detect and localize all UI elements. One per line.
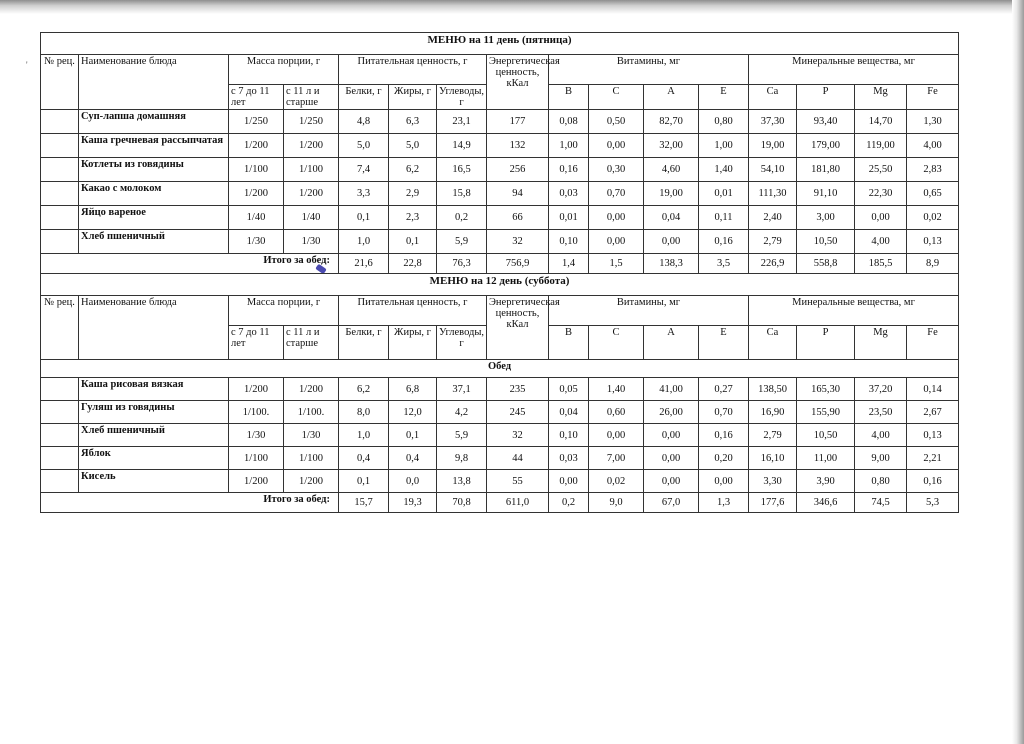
header-fat: Жиры, г xyxy=(389,326,437,360)
cell-vit-c: 0,00 xyxy=(589,134,644,158)
total-carbs: 76,3 xyxy=(437,254,487,274)
header-vit-a: A xyxy=(644,326,699,360)
cell-fat: 12,0 xyxy=(389,401,437,424)
cell-vit-b: 0,00 xyxy=(549,470,589,493)
cell-rec-no xyxy=(41,470,79,493)
cell-energy: 66 xyxy=(487,206,549,230)
cell-vit-a: 0,00 xyxy=(644,230,699,254)
cell-vit-b: 0,04 xyxy=(549,401,589,424)
cell-fe: 2,21 xyxy=(907,447,959,470)
cell-carbs: 0,2 xyxy=(437,206,487,230)
table-row xyxy=(41,401,959,424)
cell-vit-a: 41,00 xyxy=(644,378,699,401)
cell-fat: 2,3 xyxy=(389,206,437,230)
total-vit-e: 3,5 xyxy=(699,254,749,274)
cell-vit-e: 0,27 xyxy=(699,378,749,401)
cell-vit-b: 0,03 xyxy=(549,182,589,206)
table-row xyxy=(41,110,959,134)
header-p: P xyxy=(797,85,855,110)
total-vit-a: 67,0 xyxy=(644,493,699,513)
header-vit-b: B xyxy=(549,85,589,110)
cell-vit-e: 0,01 xyxy=(699,182,749,206)
header-vit-c: C xyxy=(589,326,644,360)
header-dish: Наименование блюда xyxy=(79,55,229,110)
portion-11-plus: 1/100 xyxy=(284,158,339,182)
header-nutrition: Питательная ценность, г xyxy=(339,55,487,85)
total-label: Итого за обед: xyxy=(41,493,339,513)
cell-rec-no xyxy=(41,401,79,424)
cell-fat: 2,9 xyxy=(389,182,437,206)
total-vit-e: 1,3 xyxy=(699,493,749,513)
cell-p: 91,10 xyxy=(797,182,855,206)
cell-carbs: 9,8 xyxy=(437,447,487,470)
cell-fe: 0,02 xyxy=(907,206,959,230)
header-protein: Белки, г xyxy=(339,85,389,110)
cell-energy: 44 xyxy=(487,447,549,470)
cell-fat: 0,4 xyxy=(389,447,437,470)
total-protein: 21,6 xyxy=(339,254,389,274)
cell-ca: 138,50 xyxy=(749,378,797,401)
header-nutrition: Питательная ценность, г xyxy=(339,296,487,326)
total-fe: 8,9 xyxy=(907,254,959,274)
cell-vit-a: 0,04 xyxy=(644,206,699,230)
cell-vit-a: 19,00 xyxy=(644,182,699,206)
dish-name: Кисель xyxy=(79,470,229,493)
cell-vit-b: 1,00 xyxy=(549,134,589,158)
header-rec-no: № рец. xyxy=(41,296,79,360)
portion-11-plus: 1/250 xyxy=(284,110,339,134)
cell-vit-c: 0,00 xyxy=(589,424,644,447)
header-minerals: Минеральные вещества, мг xyxy=(749,55,959,85)
header-carbs: Углеводы, г xyxy=(437,326,487,360)
portion-11-plus: 1/200 xyxy=(284,134,339,158)
total-mg: 74,5 xyxy=(855,493,907,513)
cell-fat: 6,2 xyxy=(389,158,437,182)
cell-rec-no xyxy=(41,158,79,182)
cell-carbs: 4,2 xyxy=(437,401,487,424)
header-fe: Fe xyxy=(907,85,959,110)
header-vitamins: Витамины, мг xyxy=(549,296,749,326)
header-vit-b: B xyxy=(549,326,589,360)
cell-ca: 2,79 xyxy=(749,230,797,254)
cell-p: 93,40 xyxy=(797,110,855,134)
portion-7-11: 1/100. xyxy=(229,401,284,424)
table-row xyxy=(41,378,959,401)
cell-vit-a: 0,00 xyxy=(644,424,699,447)
cell-protein: 8,0 xyxy=(339,401,389,424)
cell-vit-e: 0,11 xyxy=(699,206,749,230)
cell-fe: 0,16 xyxy=(907,470,959,493)
header-portion: Масса порции, г xyxy=(229,296,339,326)
cell-p: 165,30 xyxy=(797,378,855,401)
cell-rec-no xyxy=(41,230,79,254)
cell-fat: 0,1 xyxy=(389,424,437,447)
header-vit-a: A xyxy=(644,85,699,110)
cell-fe: 0,14 xyxy=(907,378,959,401)
cell-vit-e: 0,70 xyxy=(699,401,749,424)
menu-table-day-11 xyxy=(40,32,959,513)
cell-ca: 16,90 xyxy=(749,401,797,424)
header-mg: Mg xyxy=(855,326,907,360)
total-protein: 15,7 xyxy=(339,493,389,513)
total-vit-b: 0,2 xyxy=(549,493,589,513)
cell-vit-b: 0,10 xyxy=(549,230,589,254)
cell-mg: 0,00 xyxy=(855,206,907,230)
header-carbs: Углеводы, г xyxy=(437,85,487,110)
dish-name: Хлеб пшеничный xyxy=(79,424,229,447)
cell-mg: 9,00 xyxy=(855,447,907,470)
cell-vit-a: 82,70 xyxy=(644,110,699,134)
portion-11-plus: 1/200 xyxy=(284,378,339,401)
cell-vit-b: 0,10 xyxy=(549,424,589,447)
dish-name: Каша рисовая вязкая xyxy=(79,378,229,401)
total-energy: 611,0 xyxy=(487,493,549,513)
portion-11-plus: 1/30 xyxy=(284,230,339,254)
cell-vit-c: 0,70 xyxy=(589,182,644,206)
portion-7-11: 1/200 xyxy=(229,134,284,158)
cell-carbs: 5,9 xyxy=(437,424,487,447)
cell-vit-e: 0,16 xyxy=(699,230,749,254)
scan-edge-right xyxy=(1012,0,1024,744)
cell-mg: 14,70 xyxy=(855,110,907,134)
table-row xyxy=(41,447,959,470)
cell-fat: 6,3 xyxy=(389,110,437,134)
cell-ca: 19,00 xyxy=(749,134,797,158)
total-vit-c: 9,0 xyxy=(589,493,644,513)
cell-vit-e: 1,00 xyxy=(699,134,749,158)
total-ca: 177,6 xyxy=(749,493,797,513)
cell-carbs: 15,8 xyxy=(437,182,487,206)
cell-fe: 0,65 xyxy=(907,182,959,206)
table-row xyxy=(41,424,959,447)
cell-mg: 4,00 xyxy=(855,230,907,254)
cell-vit-b: 0,03 xyxy=(549,447,589,470)
cell-rec-no xyxy=(41,182,79,206)
cell-ca: 16,10 xyxy=(749,447,797,470)
total-fat: 22,8 xyxy=(389,254,437,274)
cell-carbs: 16,5 xyxy=(437,158,487,182)
cell-vit-c: 0,02 xyxy=(589,470,644,493)
cell-carbs: 23,1 xyxy=(437,110,487,134)
cell-energy: 256 xyxy=(487,158,549,182)
document-sheet xyxy=(40,32,958,513)
portion-7-11: 1/40 xyxy=(229,206,284,230)
header-protein: Белки, г xyxy=(339,326,389,360)
header-fe: Fe xyxy=(907,326,959,360)
total-label: Итого за обед: xyxy=(41,254,339,274)
total-fat: 19,3 xyxy=(389,493,437,513)
total-p: 346,6 xyxy=(797,493,855,513)
cell-vit-e: 0,80 xyxy=(699,110,749,134)
portion-11-plus: 1/100. xyxy=(284,401,339,424)
total-ca: 226,9 xyxy=(749,254,797,274)
total-row xyxy=(41,493,959,513)
header-p: P xyxy=(797,326,855,360)
margin-mark: ' xyxy=(26,60,28,70)
portion-7-11: 1/30 xyxy=(229,230,284,254)
cell-p: 11,00 xyxy=(797,447,855,470)
menu-title: МЕНЮ на 11 день (пятница) xyxy=(41,33,959,55)
cell-p: 181,80 xyxy=(797,158,855,182)
cell-protein: 0,1 xyxy=(339,470,389,493)
cell-energy: 55 xyxy=(487,470,549,493)
header-portion-11-plus: с 11 л и старше xyxy=(284,85,339,110)
cell-fe: 1,30 xyxy=(907,110,959,134)
cell-p: 155,90 xyxy=(797,401,855,424)
cell-protein: 1,0 xyxy=(339,230,389,254)
cell-rec-no xyxy=(41,447,79,470)
cell-protein: 1,0 xyxy=(339,424,389,447)
portion-11-plus: 1/30 xyxy=(284,424,339,447)
header-dish: Наименование блюда xyxy=(79,296,229,360)
header-portion: Масса порции, г xyxy=(229,55,339,85)
cell-mg: 0,80 xyxy=(855,470,907,493)
menu-title: МЕНЮ на 12 день (суббота) xyxy=(41,274,959,296)
cell-vit-c: 0,30 xyxy=(589,158,644,182)
total-mg: 185,5 xyxy=(855,254,907,274)
total-vit-b: 1,4 xyxy=(549,254,589,274)
scan-edge-top xyxy=(0,0,1024,14)
total-row xyxy=(41,254,959,274)
table-row xyxy=(41,230,959,254)
cell-vit-c: 0,60 xyxy=(589,401,644,424)
cell-protein: 4,8 xyxy=(339,110,389,134)
cell-fe: 2,83 xyxy=(907,158,959,182)
total-vit-c: 1,5 xyxy=(589,254,644,274)
dish-name: Яйцо вареное xyxy=(79,206,229,230)
cell-mg: 119,00 xyxy=(855,134,907,158)
header-ca: Ca xyxy=(749,326,797,360)
cell-mg: 37,20 xyxy=(855,378,907,401)
cell-energy: 94 xyxy=(487,182,549,206)
total-carbs: 70,8 xyxy=(437,493,487,513)
cell-vit-c: 7,00 xyxy=(589,447,644,470)
header-minerals: Минеральные вещества, мг xyxy=(749,296,959,326)
header-portion-7-11: с 7 до 11 лет xyxy=(229,326,284,360)
cell-p: 10,50 xyxy=(797,424,855,447)
header-vit-e: E xyxy=(699,326,749,360)
cell-protein: 6,2 xyxy=(339,378,389,401)
portion-7-11: 1/200 xyxy=(229,378,284,401)
cell-fat: 6,8 xyxy=(389,378,437,401)
cell-fe: 0,13 xyxy=(907,424,959,447)
cell-rec-no xyxy=(41,378,79,401)
total-fe: 5,3 xyxy=(907,493,959,513)
cell-fat: 0,0 xyxy=(389,470,437,493)
cell-vit-a: 0,00 xyxy=(644,470,699,493)
cell-fe: 4,00 xyxy=(907,134,959,158)
cell-energy: 32 xyxy=(487,230,549,254)
cell-ca: 2,40 xyxy=(749,206,797,230)
header-ca: Ca xyxy=(749,85,797,110)
dish-name: Гуляш из говядины xyxy=(79,401,229,424)
header-portion-11-plus: с 11 л и старше xyxy=(284,326,339,360)
cell-mg: 25,50 xyxy=(855,158,907,182)
cell-energy: 132 xyxy=(487,134,549,158)
cell-protein: 0,1 xyxy=(339,206,389,230)
section-lunch: Обед xyxy=(41,360,959,378)
cell-protein: 7,4 xyxy=(339,158,389,182)
cell-fe: 2,67 xyxy=(907,401,959,424)
header-energy: Энергетическая ценность, кКал xyxy=(487,296,549,360)
cell-carbs: 13,8 xyxy=(437,470,487,493)
cell-vit-e: 1,40 xyxy=(699,158,749,182)
table-row xyxy=(41,182,959,206)
header-energy: Энергетическая ценность, кКал xyxy=(487,55,549,110)
table-row xyxy=(41,134,959,158)
cell-ca: 2,79 xyxy=(749,424,797,447)
cell-energy: 245 xyxy=(487,401,549,424)
cell-protein: 3,3 xyxy=(339,182,389,206)
cell-energy: 235 xyxy=(487,378,549,401)
portion-7-11: 1/30 xyxy=(229,424,284,447)
portion-7-11: 1/250 xyxy=(229,110,284,134)
cell-carbs: 37,1 xyxy=(437,378,487,401)
cell-vit-e: 0,20 xyxy=(699,447,749,470)
portion-11-plus: 1/100 xyxy=(284,447,339,470)
dish-name: Суп-лапша домашняя xyxy=(79,110,229,134)
cell-protein: 0,4 xyxy=(339,447,389,470)
table-row xyxy=(41,206,959,230)
cell-mg: 22,30 xyxy=(855,182,907,206)
header-vit-e: E xyxy=(699,85,749,110)
cell-p: 3,00 xyxy=(797,206,855,230)
cell-vit-b: 0,01 xyxy=(549,206,589,230)
table-row xyxy=(41,470,959,493)
total-p: 558,8 xyxy=(797,254,855,274)
portion-11-plus: 1/40 xyxy=(284,206,339,230)
cell-vit-b: 0,16 xyxy=(549,158,589,182)
dish-name: Каша гречневая рассыпчатая xyxy=(79,134,229,158)
cell-protein: 5,0 xyxy=(339,134,389,158)
portion-7-11: 1/200 xyxy=(229,182,284,206)
cell-vit-a: 0,00 xyxy=(644,447,699,470)
cell-p: 10,50 xyxy=(797,230,855,254)
header-vit-c: C xyxy=(589,85,644,110)
cell-vit-c: 0,00 xyxy=(589,206,644,230)
cell-vit-c: 0,50 xyxy=(589,110,644,134)
cell-carbs: 5,9 xyxy=(437,230,487,254)
cell-p: 3,90 xyxy=(797,470,855,493)
cell-vit-c: 1,40 xyxy=(589,378,644,401)
portion-11-plus: 1/200 xyxy=(284,182,339,206)
header-vitamins: Витамины, мг xyxy=(549,55,749,85)
cell-ca: 54,10 xyxy=(749,158,797,182)
total-vit-a: 138,3 xyxy=(644,254,699,274)
header-mg: Mg xyxy=(855,85,907,110)
portion-7-11: 1/100 xyxy=(229,158,284,182)
cell-ca: 111,30 xyxy=(749,182,797,206)
cell-fat: 0,1 xyxy=(389,230,437,254)
cell-mg: 23,50 xyxy=(855,401,907,424)
header-portion-7-11: с 7 до 11 лет xyxy=(229,85,284,110)
cell-vit-c: 0,00 xyxy=(589,230,644,254)
cell-rec-no xyxy=(41,110,79,134)
cell-energy: 177 xyxy=(487,110,549,134)
table-row xyxy=(41,158,959,182)
dish-name: Какао с молоком xyxy=(79,182,229,206)
cell-rec-no xyxy=(41,134,79,158)
portion-7-11: 1/100 xyxy=(229,447,284,470)
total-energy: 756,9 xyxy=(487,254,549,274)
header-fat: Жиры, г xyxy=(389,85,437,110)
cell-vit-a: 26,00 xyxy=(644,401,699,424)
cell-mg: 4,00 xyxy=(855,424,907,447)
cell-vit-b: 0,05 xyxy=(549,378,589,401)
cell-p: 179,00 xyxy=(797,134,855,158)
cell-vit-e: 0,00 xyxy=(699,470,749,493)
menu-11-body xyxy=(41,110,959,254)
dish-name: Яблок xyxy=(79,447,229,470)
cell-vit-a: 32,00 xyxy=(644,134,699,158)
cell-carbs: 14,9 xyxy=(437,134,487,158)
cell-fat: 5,0 xyxy=(389,134,437,158)
portion-7-11: 1/200 xyxy=(229,470,284,493)
cell-ca: 37,30 xyxy=(749,110,797,134)
header-rec-no: № рец. xyxy=(41,55,79,110)
dish-name: Котлеты из говядины xyxy=(79,158,229,182)
cell-fe: 0,13 xyxy=(907,230,959,254)
cell-rec-no xyxy=(41,206,79,230)
cell-vit-e: 0,16 xyxy=(699,424,749,447)
dish-name: Хлеб пшеничный xyxy=(79,230,229,254)
cell-vit-b: 0,08 xyxy=(549,110,589,134)
cell-energy: 32 xyxy=(487,424,549,447)
menu-12-body xyxy=(41,378,959,493)
cell-rec-no xyxy=(41,424,79,447)
cell-ca: 3,30 xyxy=(749,470,797,493)
cell-vit-a: 4,60 xyxy=(644,158,699,182)
portion-11-plus: 1/200 xyxy=(284,470,339,493)
